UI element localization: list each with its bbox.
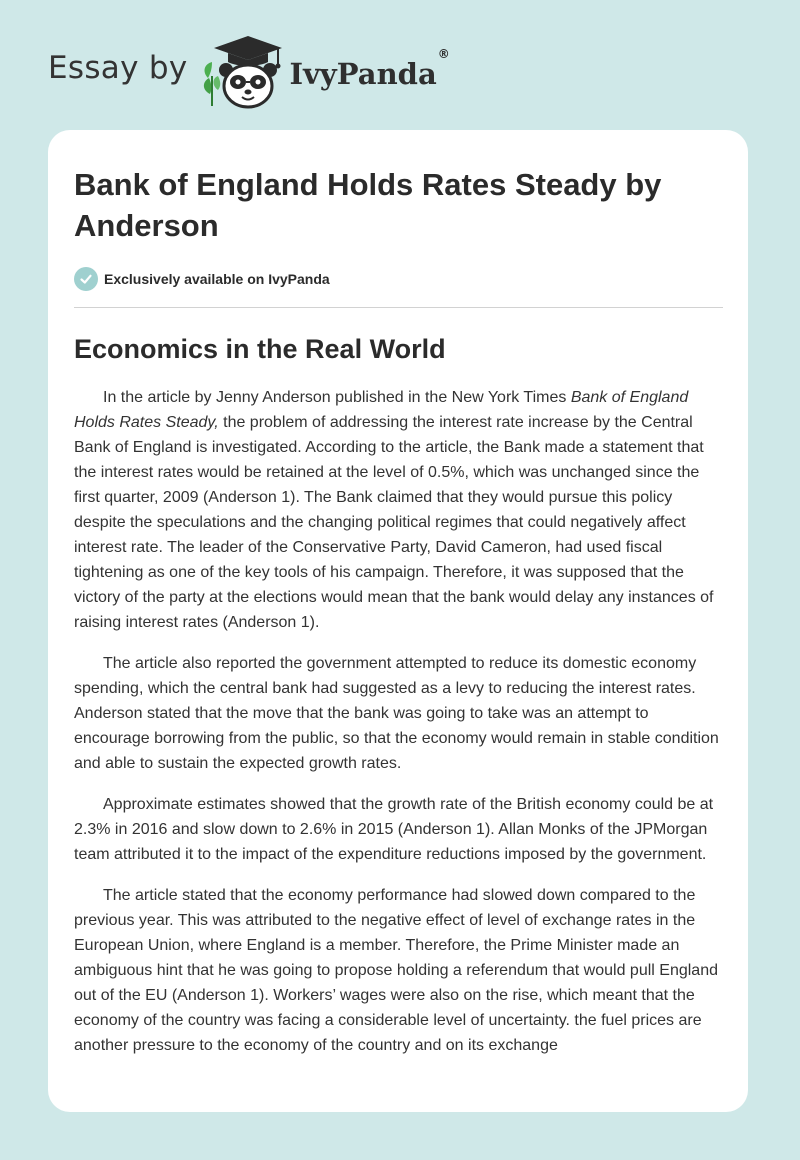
paragraph-4: The article stated that the economy performance had slowed down compared to the previous year. This was attributed to the negative effect of level of exchange rates in the European Union, where England is a member. Therefore, the Prime Minister made an ambiguous hint that he was going to propose holding a referendum that would pull England out of the EU (Anderson 1). Workers’ wages were also on the rise, which meant that the economy of the country was facing a considerable level of uncertainty. the fuel prices are another pressure to the economy of the country and on its exchange [74,887,718,1054]
registered-mark: ® [437,47,450,61]
paragraph-3: Approximate estimates showed that the growth rate of the British economy could be at 2.3% in 2016 and slow down to 2.6% in 2015 (Anderson 1). Allan Monks of the JPMorgan team attributed it to the impact of the expenditure reductions imposed by the government. [74,796,714,863]
paragraph-1: In the article by Jenny Anderson published in the New York Times Bank of England Holds Rates Steady, the problem of addressing the interest rate increase by the Central Bank of England is investigated. According to the article, the Bank made a statement that the interest rates would be retained at the level of 0.5%, which was unchanged since the first quarter, 2009 (Anderson 1). The Bank claimed that they would pursue this policy despite the speculations and the changing political regimes that could negatively affect interest rate. The leader of the Conservative Party, David Cameron, had used fiscal tightening as one of the key tools of his campaign. Therefore, it was supposed that the victory of the party at the elections would mean that the bank would delay any instances of raising interest rates (Anderson 1). [74,389,714,631]
essay-card [48,130,748,1112]
essay-content [74,130,724,1074]
article-source-title: Bank of England Holds Rates Steady, [74,389,689,431]
exclusive-badge [74,267,724,291]
check-icon [74,267,98,291]
exclusive-label: Exclusively available on IvyPanda [104,271,330,287]
section-heading: Economics in the Real World [74,334,446,364]
panda-graduate-logo-icon[interactable] [198,32,286,112]
paragraph-2: The article also reported the government attempted to reduce its domestic economy spending, which the central bank had suggested as a levy to reducing the interest rates. Anderson stated that the move that the bank was going to take was an attempt to encourage borrowing from the public, so that the economy would remain in stable condition and able to sustain the expected growth rates. [74,655,719,772]
site-header [48,32,450,112]
brand-prefix: Essay by [48,50,188,86]
article-body [74,385,724,1058]
brand-name[interactable]: IvyPanda® [289,47,450,91]
essay-title: Bank of England Holds Rates Steady by Anderson [74,167,662,243]
divider [74,307,723,308]
